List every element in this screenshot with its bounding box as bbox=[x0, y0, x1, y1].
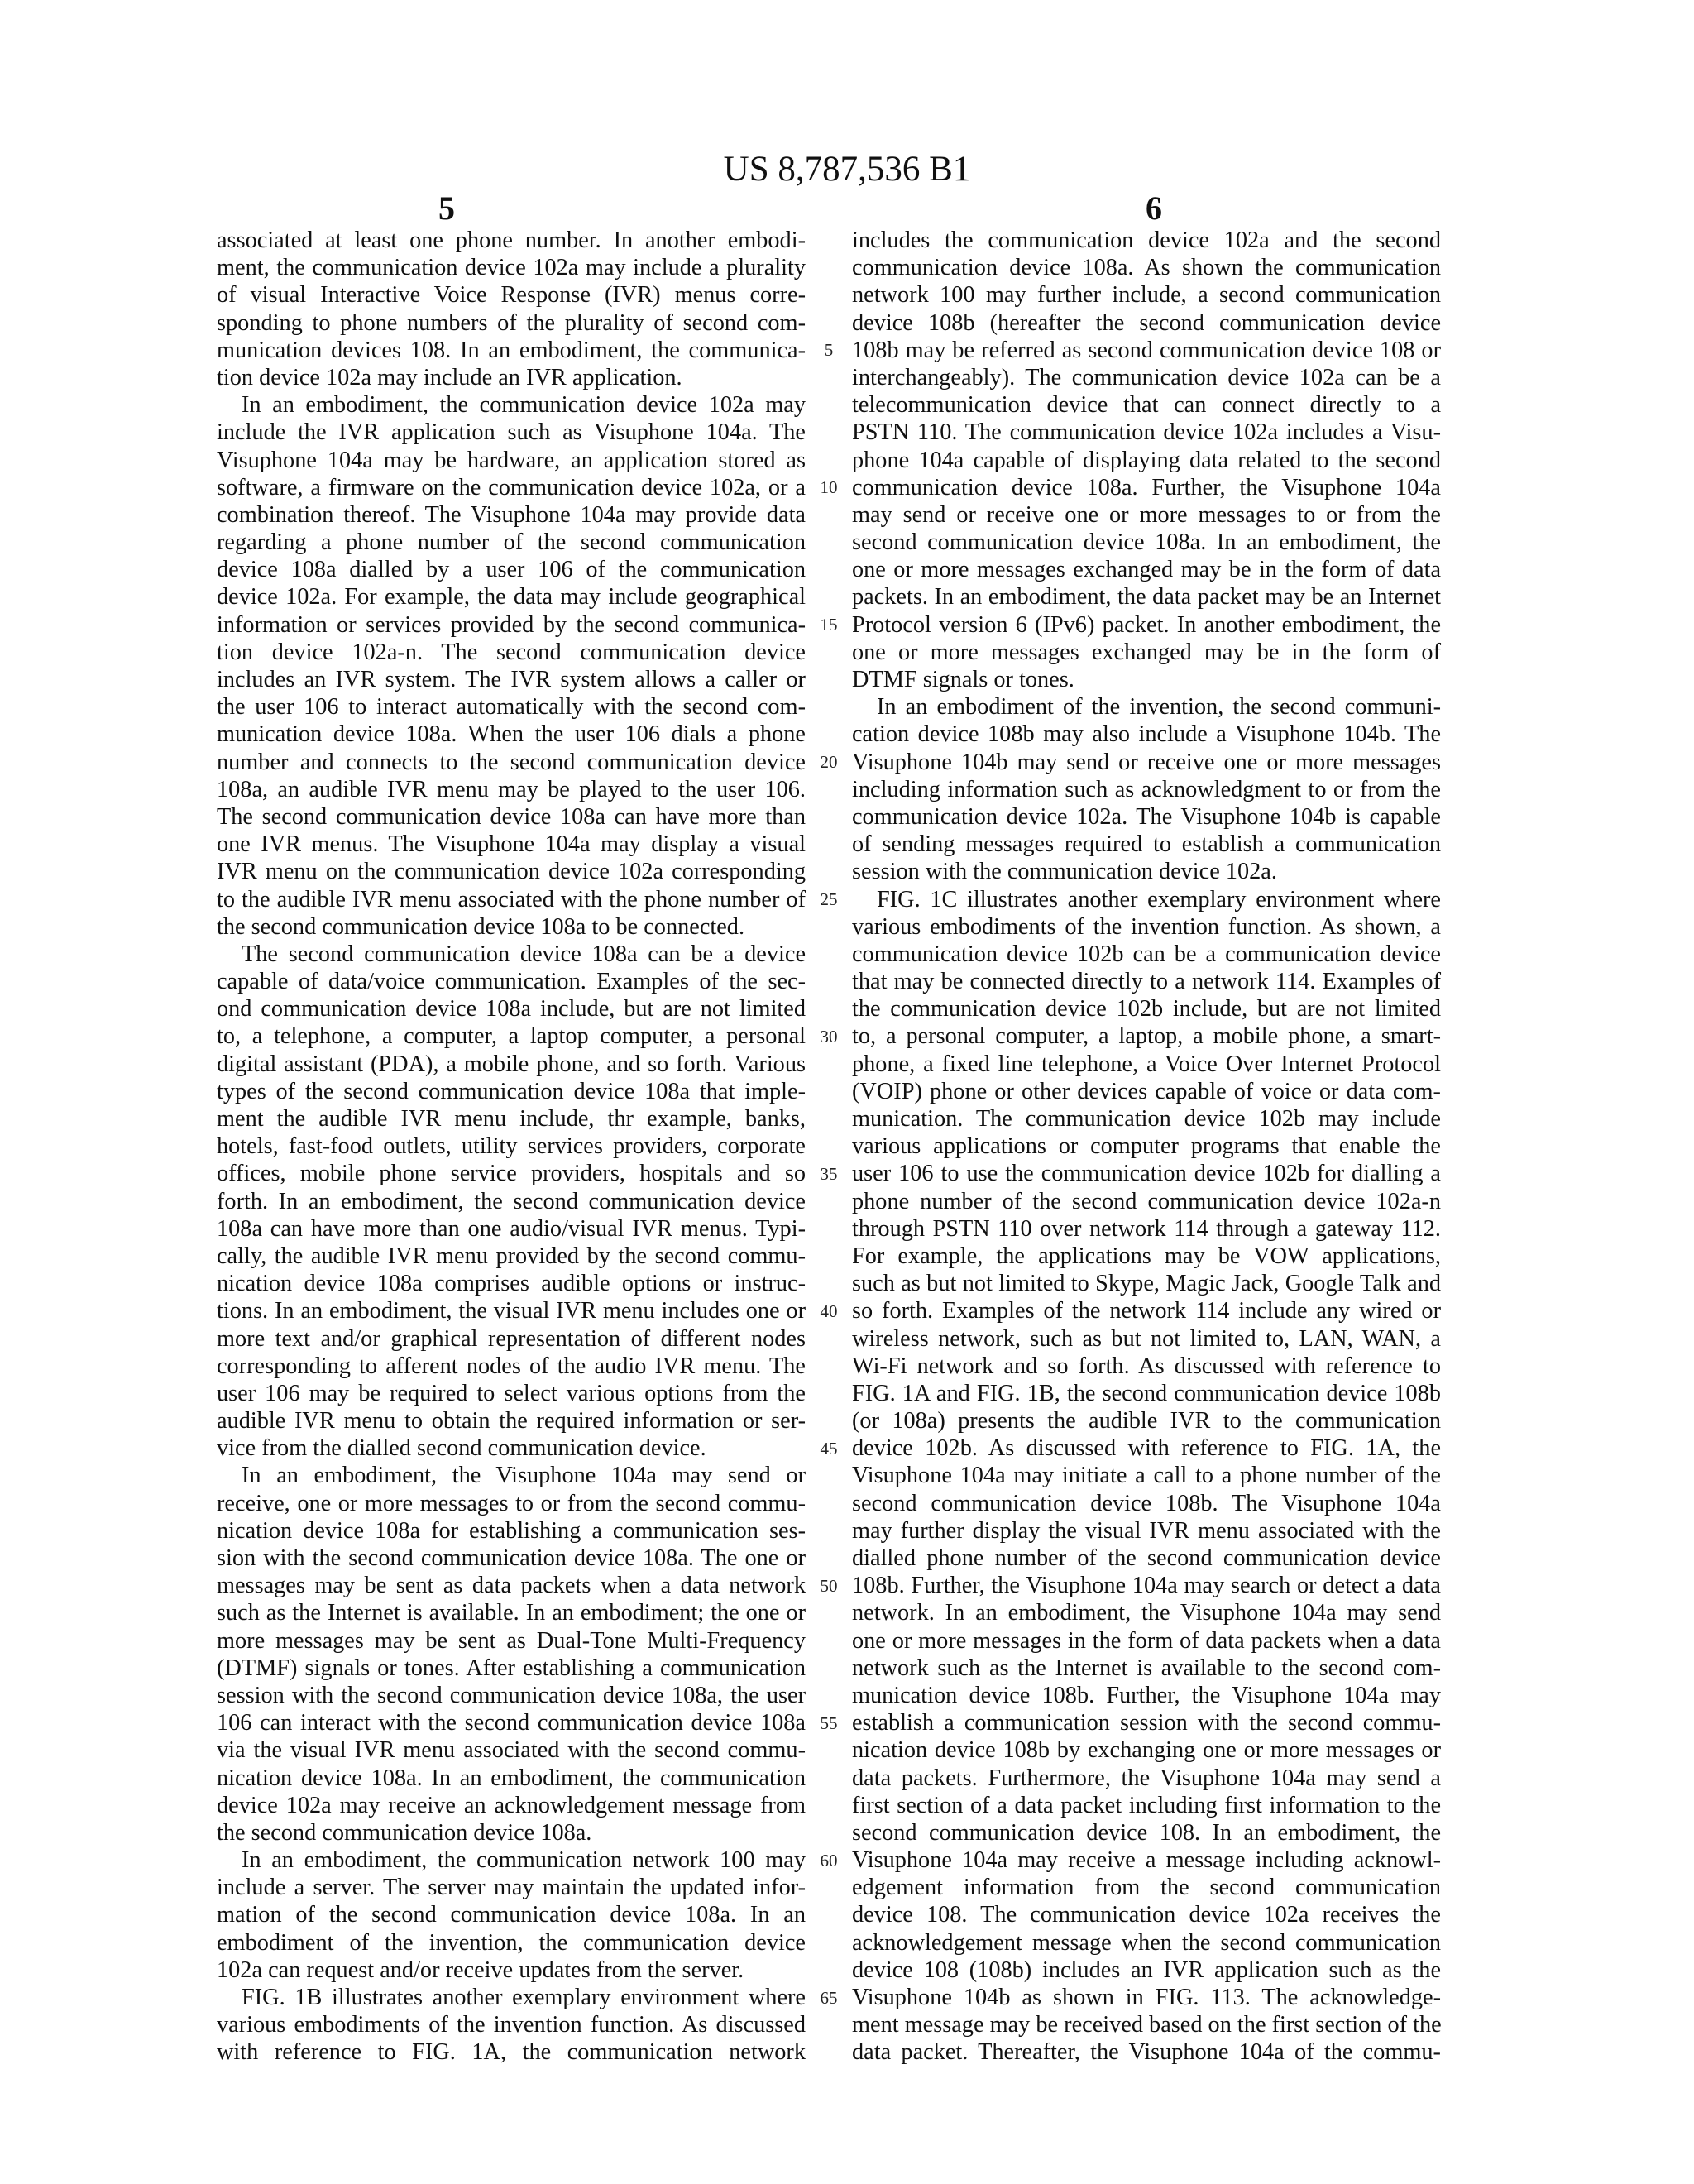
column-number-left: 5 bbox=[438, 189, 455, 227]
text-line: to, a personal computer, a laptop, a mobile phone, a smart- bbox=[852, 1023, 1441, 1050]
margin-line-number: 55 bbox=[820, 1712, 838, 1733]
text-line: communication device 102a. The Visuphone 104b is capable bbox=[852, 803, 1441, 830]
text-line: FIG. 1C illustrates another exemplary environment where bbox=[877, 886, 1441, 912]
text-line: number and connects to the second communication device bbox=[217, 749, 806, 775]
margin-line-number: 5 bbox=[824, 339, 834, 360]
text-line: various embodiments of the invention function. As discussed bbox=[217, 2012, 806, 2038]
text-line: 108b may be referred as second communication device 108 or bbox=[852, 337, 1441, 363]
text-line: The second communication device 108a can be a device bbox=[242, 941, 806, 967]
text-line: wireless network, such as but not limited to, LAN, WAN, a bbox=[852, 1325, 1441, 1352]
margin-line-number: 60 bbox=[820, 1850, 838, 1870]
text-line: through PSTN 110 over network 114 through a gateway 112. bbox=[852, 1215, 1441, 1242]
text-line: cation device 108b may also include a Visuphone 104b. The bbox=[852, 721, 1441, 748]
text-line: receive, one or more messages to or from the second commu- bbox=[217, 1490, 806, 1516]
text-line: (or 108a) presents the audible IVR to the communication bbox=[852, 1408, 1441, 1434]
text-line: packets. In an embodiment, the data packet may be an Internet bbox=[852, 584, 1441, 611]
text-line: including information such as acknowledgment to or from the bbox=[852, 776, 1441, 802]
text-line: In an embodiment of the invention, the second communi- bbox=[877, 694, 1441, 721]
text-line: tion device 102a may include an IVR application. bbox=[217, 364, 682, 390]
left-text-column bbox=[217, 227, 806, 2067]
text-line: user 106 to use the communication device 102b for dialling a bbox=[852, 1161, 1441, 1187]
text-line: FIG. 1B illustrates another exemplary environment where bbox=[242, 1985, 806, 2010]
text-line: data packet. Thereafter, the Visuphone 104a of the commu- bbox=[852, 2039, 1441, 2066]
text-line: of visual Interactive Voice Response (IVR) menus corre- bbox=[217, 282, 806, 309]
patent-number: US 8,787,536 B1 bbox=[723, 150, 971, 189]
text-line: network such as the Internet is available to the second com- bbox=[852, 1655, 1441, 1681]
text-line: messages may be sent as data packets when a data network bbox=[217, 1573, 806, 1599]
text-line: phone, a fixed line telephone, a Voice Over Internet Protocol bbox=[852, 1051, 1441, 1077]
text-line: Visuphone 104a may receive a message including acknowl- bbox=[852, 1847, 1441, 1874]
text-line: ond communication device 108a include, but are not limited bbox=[217, 996, 806, 1023]
text-line: telecommunication device that can connect directly to a bbox=[852, 392, 1441, 419]
text-line: nication device 108a. In an embodiment, the communication bbox=[217, 1765, 806, 1791]
text-line: second communication device 108a. In an embodiment, the bbox=[852, 529, 1441, 556]
text-line: may send or receive one or more messages to or from the bbox=[852, 501, 1441, 528]
text-line: device 108a dialled by a user 106 of the communication bbox=[217, 557, 806, 583]
text-line: second communication device 108. In an embodiment, the bbox=[852, 1819, 1441, 1846]
text-line: such as the Internet is available. In an embodiment; the one or bbox=[217, 1600, 806, 1626]
text-line: communication device 108a. Further, the Visuphone 104a bbox=[852, 474, 1441, 500]
text-line: one or more messages exchanged may be in the form of data bbox=[852, 557, 1441, 583]
text-line: device 102a may receive an acknowledgement message from bbox=[217, 1792, 806, 1818]
text-line: embodiment of the invention, the communication device bbox=[217, 1929, 806, 1956]
text-line: includes an IVR system. The IVR system allows a caller or bbox=[217, 667, 806, 692]
text-line: In an embodiment, the Visuphone 104a may send or bbox=[242, 1463, 806, 1489]
text-line: munication device 108a. When the user 106 dials a phone bbox=[217, 721, 806, 748]
text-line: device 102a. For example, the data may include geographical bbox=[217, 584, 806, 611]
text-line: interchangeably). The communication device 102a can be a bbox=[852, 364, 1441, 390]
margin-line-number: 40 bbox=[820, 1300, 838, 1321]
text-line: Visuphone 104b may send or receive one or more messages bbox=[852, 749, 1441, 775]
text-line: 108a, an audible IVR menu may be played to the user 106. bbox=[217, 776, 806, 802]
text-line: network. In an embodiment, the Visuphone 104a may send bbox=[852, 1600, 1441, 1626]
text-line: dialled phone number of the second communication device bbox=[852, 1545, 1441, 1571]
text-line: one or more messages exchanged may be in the form of bbox=[852, 639, 1441, 665]
text-line: data packets. Furthermore, the Visuphone 104a may send a bbox=[852, 1765, 1441, 1791]
text-line: includes the communication device 102a and the second bbox=[852, 228, 1441, 253]
text-line: munication devices 108. In an embodiment, the communica- bbox=[217, 337, 806, 363]
text-line: forth. In an embodiment, the second communication device bbox=[217, 1188, 806, 1214]
text-line: user 106 may be required to select various options from the bbox=[217, 1380, 806, 1406]
text-line: to, a telephone, a computer, a laptop computer, a personal bbox=[217, 1023, 806, 1050]
text-line: device 102b. As discussed with reference to FIG. 1A, the bbox=[852, 1435, 1441, 1462]
text-line: mation of the second communication device 108a. In an bbox=[217, 1902, 806, 1928]
text-line: device 108 (108b) includes an IVR application such as the bbox=[852, 1956, 1441, 1983]
text-line: include a server. The server may maintain the updated infor- bbox=[217, 1875, 806, 1901]
text-line: information or services provided by the second communica- bbox=[217, 611, 806, 638]
text-line: various applications or computer programs that enable the bbox=[852, 1133, 1441, 1160]
text-line: session with the second communication device 108a, the user bbox=[217, 1682, 806, 1708]
text-line: network 100 may further include, a second communication bbox=[852, 282, 1441, 309]
text-line: edgement information from the second communication bbox=[852, 1875, 1441, 1901]
text-line: munication. The communication device 102b may include bbox=[852, 1106, 1441, 1132]
text-line: establish a communication session with the second commu- bbox=[852, 1710, 1441, 1736]
text-line: may further display the visual IVR menu associated with the bbox=[852, 1517, 1441, 1544]
text-line: phone 104a capable of displaying data related to the second bbox=[852, 447, 1441, 473]
text-line: FIG. 1A and FIG. 1B, the second communication device 108b bbox=[852, 1380, 1441, 1406]
text-line: Visuphone 104b as shown in FIG. 113. The acknowledge- bbox=[852, 1985, 1441, 2010]
text-line: 108a can have more than one audio/visual IVR menus. Typi- bbox=[217, 1215, 806, 1242]
text-line: such as but not limited to Skype, Magic Jack, Google Talk and bbox=[852, 1271, 1441, 1297]
text-line: The second communication device 108a can have more than bbox=[217, 803, 806, 830]
text-line: munication device 108b. Further, the Visuphone 104a may bbox=[852, 1682, 1441, 1708]
text-line: corresponding to afferent nodes of the audio IVR menu. The bbox=[217, 1353, 806, 1379]
text-line: (DTMF) signals or tones. After establishing a communication bbox=[217, 1655, 806, 1681]
text-line: DTMF signals or tones. bbox=[852, 667, 1074, 692]
text-line: session with the communication device 102a. bbox=[852, 859, 1277, 885]
text-line: nication device 108b by exchanging one or more messages or bbox=[852, 1737, 1441, 1764]
margin-line-number: 15 bbox=[820, 614, 838, 635]
text-line: hotels, fast-food outlets, utility services providers, corporate bbox=[217, 1133, 806, 1160]
text-line: Visuphone 104a may be hardware, an application stored as bbox=[217, 447, 806, 473]
text-line: nication device 108a comprises audible options or instruc- bbox=[217, 1271, 806, 1297]
text-line: associated at least one phone number. In another embodi- bbox=[217, 228, 806, 253]
text-line: ment message may be received based on the first section of the bbox=[852, 2012, 1442, 2038]
margin-line-number: 25 bbox=[820, 888, 838, 909]
text-line: 108b. Further, the Visuphone 104a may search or detect a data bbox=[852, 1573, 1441, 1599]
text-line: In an embodiment, the communication network 100 may bbox=[242, 1847, 806, 1874]
right-text-column bbox=[852, 227, 1441, 2067]
text-line: regarding a phone number of the second communication bbox=[217, 529, 806, 556]
text-line: audible IVR menu to obtain the required information or ser- bbox=[217, 1408, 806, 1434]
text-line: capable of data/voice communication. Examples of the sec- bbox=[217, 969, 806, 995]
margin-line-number: 65 bbox=[820, 1987, 838, 2008]
text-line: one or more messages in the form of data packets when a data bbox=[852, 1627, 1441, 1654]
text-line: phone number of the second communication device 102a-n bbox=[852, 1188, 1441, 1214]
text-line: via the visual IVR menu associated with the second commu- bbox=[217, 1737, 806, 1764]
text-line: Protocol version 6 (IPv6) packet. In another embodiment, the bbox=[852, 611, 1441, 638]
text-line: of sending messages required to establish a communication bbox=[852, 831, 1441, 858]
text-line: PSTN 110. The communication device 102a includes a Visu- bbox=[852, 419, 1441, 446]
text-line: that may be connected directly to a network 114. Examples of bbox=[852, 969, 1441, 995]
text-line: IVR menu on the communication device 102a corresponding bbox=[217, 859, 806, 885]
text-line: Wi-Fi network and so forth. As discussed with reference to bbox=[852, 1353, 1441, 1379]
margin-line-number: 30 bbox=[820, 1026, 838, 1046]
text-line: first section of a data packet including first information to the bbox=[852, 1792, 1441, 1818]
text-line: (VOIP) phone or other devices capable of voice or data com- bbox=[852, 1078, 1441, 1104]
text-line: Visuphone 104a may initiate a call to a phone number of the bbox=[852, 1463, 1441, 1489]
text-line: vice from the dialled second communication device. bbox=[217, 1435, 706, 1462]
text-line: device 108b (hereafter the second communication device bbox=[852, 309, 1441, 336]
text-line: digital assistant (PDA), a mobile phone, and so forth. Various bbox=[217, 1051, 806, 1077]
text-line: more text and/or graphical representation of different nodes bbox=[217, 1325, 806, 1352]
margin-line-number: 45 bbox=[820, 1438, 838, 1458]
text-line: with reference to FIG. 1A, the communication network bbox=[217, 2039, 806, 2066]
text-line: 106 can interact with the second communication device 108a bbox=[217, 1710, 806, 1736]
text-line: combination thereof. The Visuphone 104a may provide data bbox=[217, 501, 806, 528]
text-line: second communication device 108b. The Visuphone 104a bbox=[852, 1490, 1441, 1516]
text-line: communication device 108a. As shown the communication bbox=[852, 255, 1441, 281]
text-line: ment, the communication device 102a may include a plurality bbox=[217, 255, 806, 281]
margin-line-number: 50 bbox=[820, 1575, 838, 1596]
text-line: to the audible IVR menu associated with the phone number of bbox=[217, 886, 806, 912]
text-line: so forth. Examples of the network 114 include any wired or bbox=[852, 1298, 1441, 1324]
text-line: various embodiments of the invention function. As shown, a bbox=[852, 913, 1441, 940]
column-number-right: 6 bbox=[1146, 189, 1162, 227]
text-line: types of the second communication device 108a that imple- bbox=[217, 1078, 806, 1104]
text-line: software, a firmware on the communication device 102a, or a bbox=[217, 474, 806, 500]
margin-line-number: 10 bbox=[820, 477, 838, 497]
text-line: device 108. The communication device 102a receives the bbox=[852, 1902, 1441, 1928]
text-line: one IVR menus. The Visuphone 104a may display a visual bbox=[217, 831, 806, 858]
text-line: cally, the audible IVR menu provided by the second commu- bbox=[217, 1243, 806, 1269]
text-line: sponding to phone numbers of the plurality of second com- bbox=[217, 309, 806, 336]
text-line: the communication device 102b include, but are not limited bbox=[852, 996, 1441, 1023]
text-line: For example, the applications may be VOW applications, bbox=[852, 1243, 1441, 1269]
text-line: include the IVR application such as Visuphone 104a. The bbox=[217, 419, 806, 446]
text-line: more messages may be sent as Dual-Tone Multi-Frequency bbox=[217, 1627, 806, 1654]
margin-line-number: 35 bbox=[820, 1163, 838, 1184]
text-line: the user 106 to interact automatically with the second com- bbox=[217, 694, 806, 721]
text-line: ment the audible IVR menu include, thr example, banks, bbox=[217, 1106, 806, 1132]
text-line: In an embodiment, the communication device 102a may bbox=[242, 392, 806, 419]
text-line: sion with the second communication device 108a. The one or bbox=[217, 1545, 806, 1571]
margin-line-number: 20 bbox=[820, 751, 838, 772]
text-line: tions. In an embodiment, the visual IVR menu includes one or bbox=[217, 1298, 806, 1324]
text-line: communication device 102b can be a communication device bbox=[852, 941, 1441, 967]
text-line: 102a can request and/or receive updates from the server. bbox=[217, 1956, 744, 1983]
text-line: acknowledgement message when the second communication bbox=[852, 1929, 1441, 1956]
text-line: tion device 102a-n. The second communication device bbox=[217, 639, 806, 665]
text-line: the second communication device 108a. bbox=[217, 1819, 592, 1846]
text-line: the second communication device 108a to be connected. bbox=[217, 913, 745, 940]
text-line: offices, mobile phone service providers, hospitals and so bbox=[217, 1161, 806, 1187]
text-line: nication device 108a for establishing a communication ses- bbox=[217, 1517, 806, 1544]
